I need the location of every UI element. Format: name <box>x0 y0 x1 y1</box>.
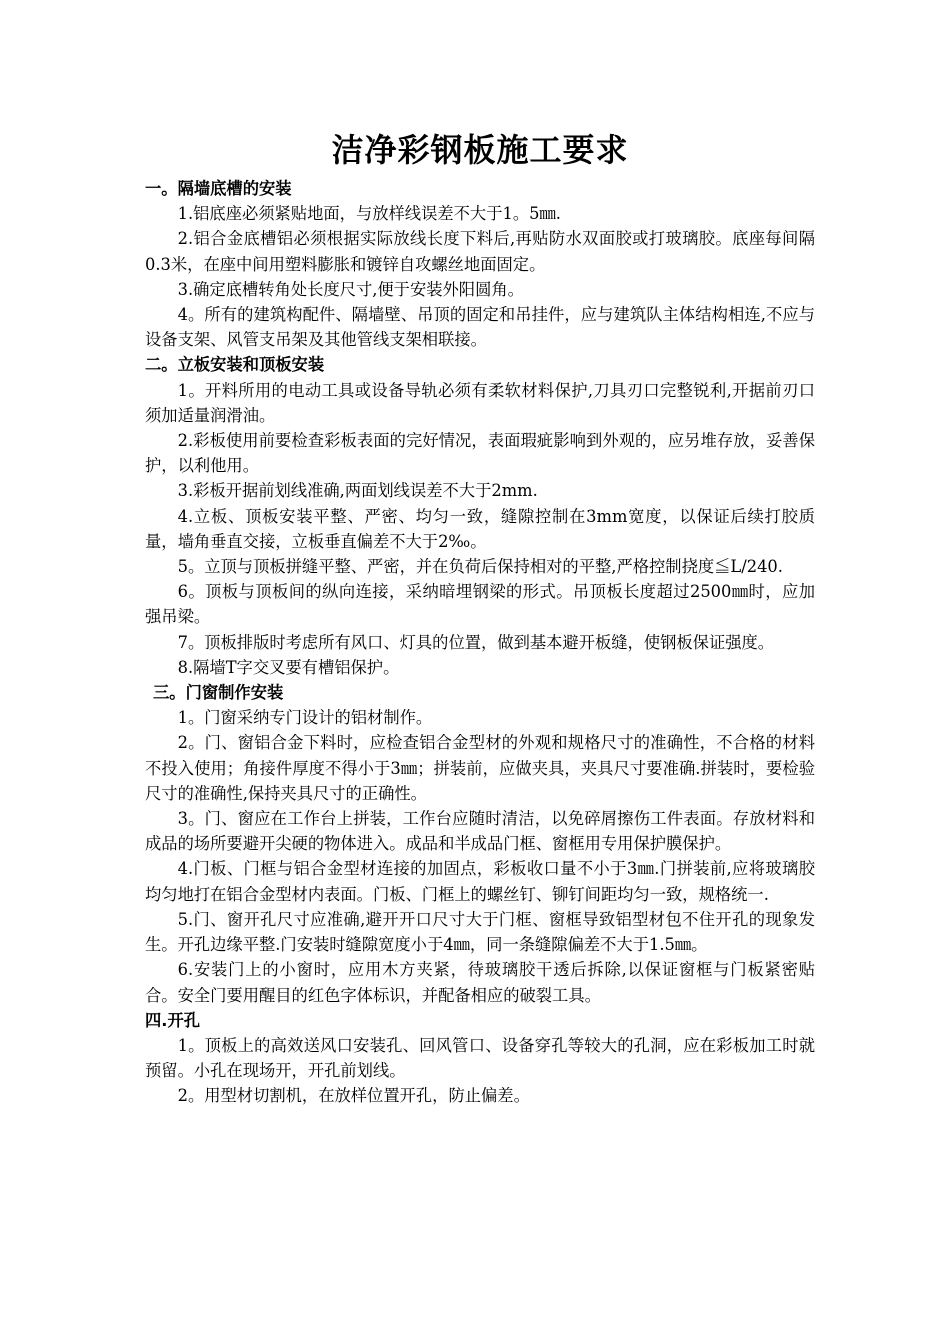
paragraph: 2。门、窗铝合金下料时，应检查铝合金型材的外观和规格尺寸的准确性，不合格的材料不投入使用；角接件厚度不得小于3㎜；拼装前，应做夹具，夹具尺寸要准确.拼装时，要检验尺寸的准确性,保持夹具尺寸的正确性。 <box>145 733 815 803</box>
paragraph: 7。顶板排版时考虑所有风口、灯具的位置，做到基本避开板缝，使钢板保证强度。 <box>177 632 775 652</box>
section-partition-base <box>145 176 815 352</box>
paragraph: 2.彩板使用前要检查彩板表面的完好情况，表面瑕疵影响到外观的，应另堆存放，妥善保护，以利他用。 <box>145 431 815 476</box>
paragraph: 1。开料所用的电动工具或设备导轨必须有柔软材料保护,刀具刃口完整锐利,开据前刃口须加适量润滑油。 <box>145 380 815 425</box>
section-heading: 一。隔墙底槽的安装 <box>145 179 292 198</box>
paragraph: 3。门、窗应在工作台上拼装，工作台应随时清洁，以免碎屑擦伤工件表面。存放材料和成品的场所要避开尖硬的物体进入。成品和半成品门框、窗框用专用保护膜保护。 <box>145 809 815 854</box>
paragraph: 8.隔墙T字交叉要有槽铝保护。 <box>177 657 400 677</box>
document-page <box>145 128 815 1109</box>
paragraph: 6。顶板与顶板间的纵向连接，采纳暗埋钢梁的形式。吊顶板长度超过2500㎜时，应加强吊梁。 <box>145 582 815 627</box>
section-heading: 四.开孔 <box>145 1010 201 1030</box>
paragraph: 3.确定底槽转角处长度尺寸,便于安装外阳圆角。 <box>177 279 524 299</box>
section-heading: 二。立板安装和顶板安装 <box>145 355 325 375</box>
paragraph: 4。所有的建筑构配件、隔墙壁、吊顶的固定和吊挂件，应与建筑队主体结构相连,不应与设备支架、风管支吊架及其他管线支架相联接。 <box>145 305 815 350</box>
paragraph: 1.铝底座必须紧贴地面，与放样线误差不大于1。5㎜. <box>177 204 561 224</box>
paragraph: 1。顶板上的高效送风口安装孔、回风管口、设备穿孔等较大的孔洞，应在彩板加工时就预留。小孔在现场开，开孔前划线。 <box>145 1035 815 1081</box>
paragraph: 6.安装门上的小窗时，应用木方夹紧，待玻璃胶干透后拆除,以保证窗框与门板紧密贴合。安全门要用醒目的红色字体标识，并配备相应的破裂工具。 <box>145 960 815 1005</box>
paragraph: 5。立顶与顶板拼缝平整、严密，并在负荷后保持相对的平整,严格控制挠度≦L/240. <box>177 557 783 577</box>
document-title: 洁净彩钢板施工要求 <box>331 131 629 169</box>
paragraph: 2。用型材切割机，在放样位置开孔，防止偏差。 <box>177 1086 530 1106</box>
section-panel-installation <box>145 352 815 680</box>
paragraph: 2.铝合金底槽铝必须根据实际放线长度下料后,再贴防水双面胶或打玻璃胶。底座每间隔0.3米，在座中间用塑料膨胀和镀锌自攻螺丝地面固定。 <box>145 229 815 274</box>
paragraph: 3.彩板开据前划线准确,两面划线误差不大于2mm. <box>177 481 538 501</box>
paragraph: 4.立板、顶板安装平整、严密、均匀一致，缝隙控制在3mm宽度，以保证后续打胶质量，墙角垂直交接，立板垂直偏差不大于2‰。 <box>145 506 815 551</box>
section-openings <box>145 1008 815 1109</box>
section-heading: 三。门窗制作安装 <box>153 683 284 703</box>
paragraph: 4.门板、门框与铝合金型材连接的加固点，彩板收口量不小于3㎜.门拼装前,应将玻璃胶均匀地打在铝合金型材内表面。门板、门框上的螺丝钉、铆钉间距均匀一致，规格统一. <box>145 859 815 904</box>
paragraph: 1。门窗采纳专门设计的铝材制作。 <box>177 708 433 728</box>
paragraph: 5.门、窗开孔尺寸应准确,避开开口尺寸大于门框、窗框导致铝型材包不住开孔的现象发生。开孔边缘平整.门安装时缝隙宽度小于4㎜，同一条缝隙偏差不大于1.5㎜。 <box>145 909 815 955</box>
section-door-window <box>145 680 815 1008</box>
